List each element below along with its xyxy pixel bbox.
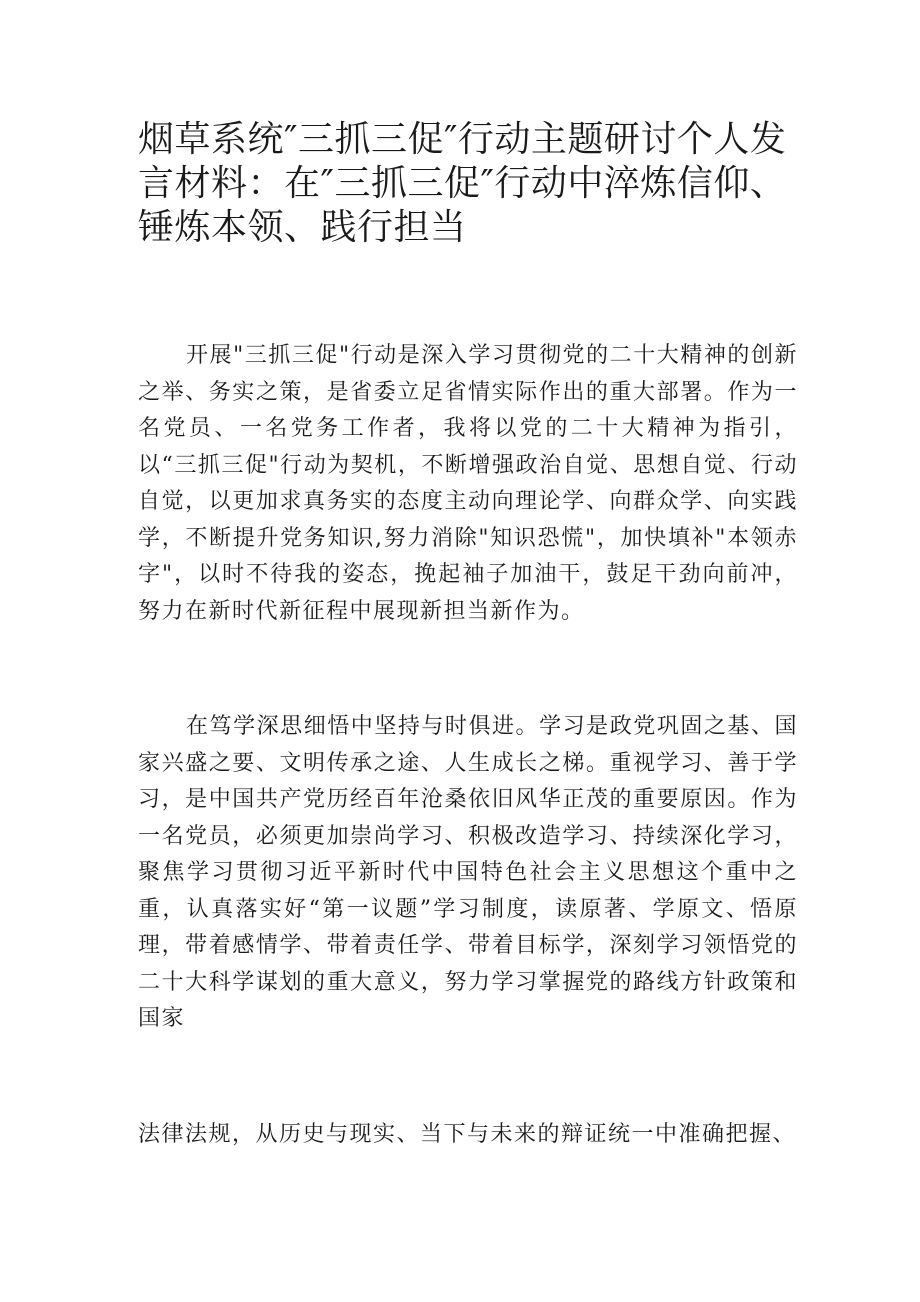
document-title: 烟草系统″三抓三促″行动主题研讨个人发言材料：在″三抓三促″行动中淬炼信仰、锤炼本领、践行担当 (138, 119, 787, 248)
body-paragraph-2: 在笃学深思细悟中坚持与时俱进。学习是政党巩固之基、国家兴盛之要、文明传承之途、人生成长之梯。重视学习、善于学习，是中国共产党历经百年沧桑依旧风华正茂的重要原因。作为一名党员，必须更加崇尚学习、积极改造学习、持续深化学习，聚焦学习贯彻习近平新时代中国特色社会主义思想这个重中之重，认真落实好“第一议题”学习制度，读原著、学原文、悟原理，带着感情学、带着责任学、带着目标学，深刻学习领悟党的二十大科学谋划的重大意义，努力学习掌握党的路线方针政策和国家 (138, 714, 798, 1031)
body-paragraph-3: 法律法规，从历史与现实、当下与未来的辩证统一中准确把握、 (138, 1122, 797, 1147)
body-paragraph-1: 开展"三抓三促"行动是深入学习贯彻党的二十大精神的创新之举、务实之策，是省委立足省情实际作出的重大部署。作为一名党员、一名党务工作者，我将以党的二十大精神为指引，以“三抓三促"行动为契机，不断增强政治自觉、思想自觉、行动自觉，以更加求真务实的态度主动向理论学、向群众学、向实践学，不断提升党务知识,努力消除"知识恐慌"，加快填补"本领赤字"，以时不待我的姿态，挽起袖子加油干，鼓足干劲向前冲，努力在新时代新征程中展现新担当新作为。 (138, 343, 798, 624)
